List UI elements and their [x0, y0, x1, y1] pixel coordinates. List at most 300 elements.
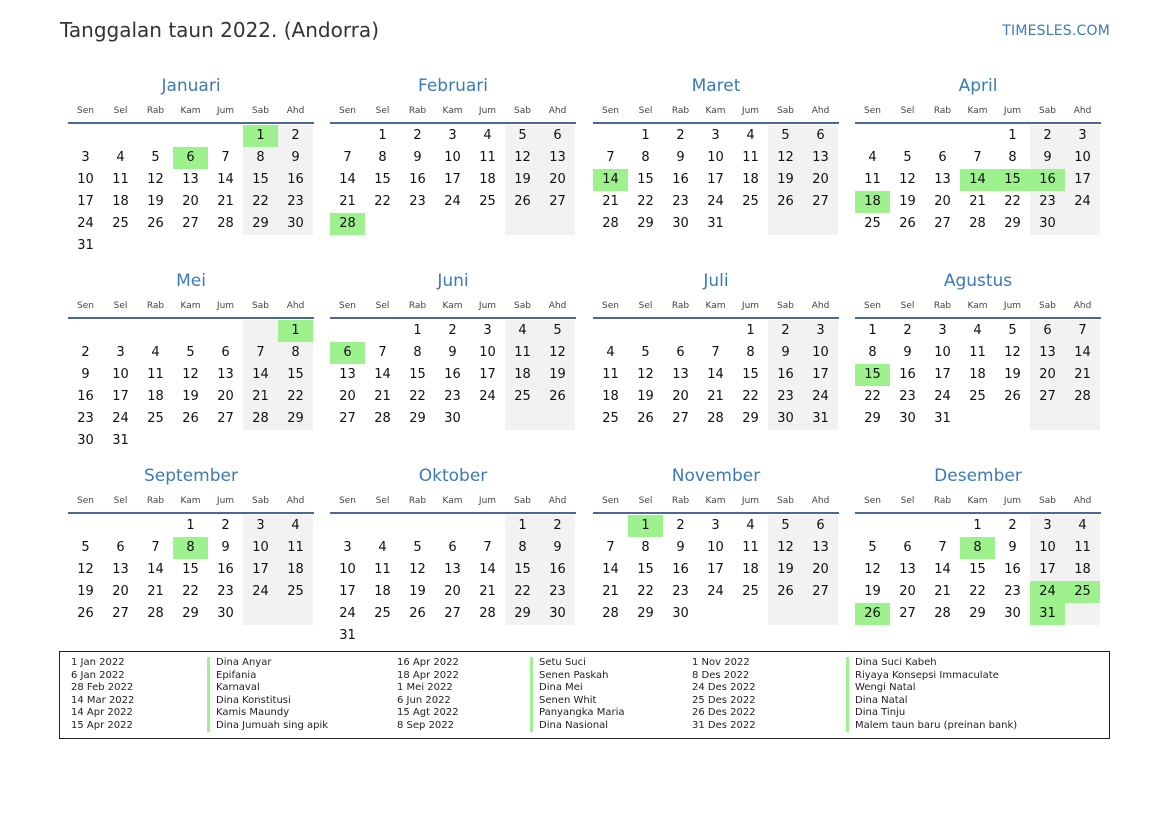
day-cell: 27: [217, 411, 234, 426]
day-cell: 22: [252, 194, 269, 209]
holiday-date: 28 Feb 2022: [71, 682, 134, 693]
day-cell: 22: [637, 194, 654, 209]
month-title: Oktober: [418, 466, 488, 486]
day-cell: 17: [252, 562, 269, 577]
day-cell: 31: [812, 411, 829, 426]
day-cell: 4: [973, 323, 982, 338]
day-cell: 3: [711, 128, 720, 143]
holiday-day: 26: [855, 603, 890, 625]
day-cell: 24: [444, 194, 461, 209]
day-cell: 25: [514, 389, 531, 404]
weekday-label: Kam: [442, 496, 463, 506]
day-cell: 17: [77, 194, 94, 209]
day-cell: 4: [518, 323, 527, 338]
day-cell: 5: [413, 540, 422, 555]
holiday-name: Senen Whit: [530, 695, 624, 708]
day-cell: 4: [1078, 518, 1087, 533]
day-cell: 30: [287, 216, 304, 231]
day-cell: 23: [1039, 194, 1056, 209]
day-cell: 18: [742, 562, 759, 577]
day-cell: 11: [969, 345, 986, 360]
weekday-label: Rab: [408, 106, 427, 116]
holiday-names-col-2: [530, 657, 624, 732]
day-cell: 5: [868, 540, 877, 555]
page-title: Tanggalan taun 2022. (Andorra): [60, 18, 379, 42]
day-cell: 24: [112, 411, 129, 426]
weekday-label: Sab: [252, 496, 269, 506]
day-cell: 12: [777, 540, 794, 555]
day-cell: 12: [777, 150, 794, 165]
month-title: Desember: [934, 466, 1022, 486]
day-cell: 25: [374, 606, 391, 621]
weekday-label: Ahd: [1073, 496, 1092, 506]
weekday-label: Sel: [638, 106, 653, 116]
day-cell: 30: [672, 606, 689, 621]
day-cell: 17: [479, 367, 496, 382]
day-cell: 26: [637, 411, 654, 426]
day-cell: 10: [339, 562, 356, 577]
day-cell: 15: [374, 172, 391, 187]
day-cell: 15: [514, 562, 531, 577]
day-cell: 9: [81, 367, 90, 382]
day-cell: 29: [1004, 216, 1021, 231]
day-cell: 17: [112, 389, 129, 404]
weekday-label: Jum: [741, 106, 760, 116]
day-cell: 9: [1043, 150, 1052, 165]
day-cell: 31: [707, 216, 724, 231]
day-cell: 8: [518, 540, 527, 555]
day-cell: 25: [742, 584, 759, 599]
weekday-label: Kam: [967, 106, 988, 116]
day-cell: 9: [448, 345, 457, 360]
day-cell: 13: [899, 562, 916, 577]
holiday-date: 1 Nov 2022: [692, 657, 750, 668]
day-cell: 9: [676, 540, 685, 555]
day-cell: 11: [742, 150, 759, 165]
weekday-label: Sel: [113, 301, 128, 311]
day-cell: 23: [77, 411, 94, 426]
weekday-label: Sab: [252, 106, 269, 116]
day-cell: 7: [938, 540, 947, 555]
day-cell: 30: [777, 411, 794, 426]
day-cell: 25: [479, 194, 496, 209]
day-cell: 30: [1004, 606, 1021, 621]
day-cell: 31: [339, 628, 356, 643]
day-cell: 29: [637, 216, 654, 231]
day-cell: 12: [899, 172, 916, 187]
day-cell: 3: [483, 323, 492, 338]
holiday-date: 15 Agt 2022: [397, 707, 459, 718]
day-cell: 20: [899, 584, 916, 599]
day-cell: 23: [1004, 584, 1021, 599]
day-cell: 10: [479, 345, 496, 360]
brand-link[interactable]: TIMESLES.COM: [1002, 23, 1110, 39]
day-cell: 24: [77, 216, 94, 231]
weekday-label: Ahd: [286, 496, 305, 506]
day-cell: 7: [378, 345, 387, 360]
day-cell: 4: [746, 128, 755, 143]
weekday-label: Ahd: [811, 496, 830, 506]
day-cell: 4: [483, 128, 492, 143]
day-cell: 11: [514, 345, 531, 360]
day-cell: 27: [934, 216, 951, 231]
day-cell: 7: [606, 150, 615, 165]
day-cell: 24: [934, 389, 951, 404]
day-cell: 9: [676, 150, 685, 165]
day-cell: 22: [182, 584, 199, 599]
month-januari: [68, 76, 314, 256]
day-cell: 23: [217, 584, 234, 599]
day-cell: 1: [378, 128, 387, 143]
day-cell: 11: [479, 150, 496, 165]
day-cell: 9: [221, 540, 230, 555]
day-cell: 4: [746, 518, 755, 533]
weekday-label: Kam: [705, 496, 726, 506]
day-cell: 29: [637, 606, 654, 621]
day-cell: 2: [1043, 128, 1052, 143]
weekday-label: Sab: [777, 106, 794, 116]
day-cell: 5: [518, 128, 527, 143]
holiday-names-col-3: [846, 657, 1017, 732]
day-cell: 6: [116, 540, 125, 555]
holiday-name: Setu Suci: [530, 657, 624, 670]
day-cell: 28: [1074, 389, 1091, 404]
holiday-name: Panyangka Maria: [530, 707, 624, 720]
weekday-label: Jum: [478, 106, 497, 116]
month-juli: [593, 271, 839, 451]
day-cell: 29: [409, 411, 426, 426]
day-cell: 25: [112, 216, 129, 231]
day-cell: 4: [868, 150, 877, 165]
day-cell: 22: [514, 584, 531, 599]
weekday-label: Kam: [180, 301, 201, 311]
day-cell: 3: [1078, 128, 1087, 143]
day-cell: 29: [742, 411, 759, 426]
day-cell: 22: [742, 389, 759, 404]
day-cell: 13: [217, 367, 234, 382]
holiday-name: Dina Tinju: [846, 707, 1017, 720]
day-cell: 17: [934, 367, 951, 382]
day-cell: 19: [637, 389, 654, 404]
day-cell: 21: [1074, 367, 1091, 382]
day-cell: 1: [641, 128, 650, 143]
day-cell: 30: [77, 433, 94, 448]
day-cell: 14: [479, 562, 496, 577]
month-mei: [68, 271, 314, 451]
day-cell: 26: [514, 194, 531, 209]
day-cell: 2: [81, 345, 90, 360]
day-cell: 12: [182, 367, 199, 382]
day-cell: 13: [812, 540, 829, 555]
day-cell: 14: [934, 562, 951, 577]
weekday-label: Rab: [933, 496, 952, 506]
day-cell: 3: [1043, 518, 1052, 533]
weekday-label: Sab: [252, 301, 269, 311]
weekday-label: Jum: [216, 106, 235, 116]
weekday-label: Sel: [113, 106, 128, 116]
day-cell: 2: [676, 128, 685, 143]
day-cell: 24: [707, 584, 724, 599]
day-cell: 20: [812, 562, 829, 577]
day-cell: 20: [182, 194, 199, 209]
day-cell: 15: [182, 562, 199, 577]
day-cell: 22: [969, 584, 986, 599]
day-cell: 19: [1004, 367, 1021, 382]
day-cell: 13: [672, 367, 689, 382]
holiday-date: 18 Apr 2022: [397, 669, 459, 681]
day-cell: 5: [781, 518, 790, 533]
weekday-label: Kam: [442, 106, 463, 116]
day-cell: 18: [602, 389, 619, 404]
day-cell: 11: [147, 367, 164, 382]
day-cell: 29: [182, 606, 199, 621]
month-rule: [68, 122, 314, 124]
month-title: Agustus: [943, 271, 1013, 291]
weekday-label: Sen: [339, 301, 356, 311]
day-cell: 23: [444, 389, 461, 404]
weekday-label: Kam: [180, 106, 201, 116]
day-cell: 27: [899, 606, 916, 621]
day-cell: 28: [934, 606, 951, 621]
weekday-label: Sab: [1039, 496, 1056, 506]
day-cell: 17: [1074, 172, 1091, 187]
day-cell: 16: [549, 562, 566, 577]
day-cell: 25: [602, 411, 619, 426]
holiday-date: 8 Sep 2022: [397, 719, 455, 731]
holiday-name: Kamis Maundy: [207, 707, 328, 720]
day-cell: 26: [1004, 389, 1021, 404]
day-cell: 21: [252, 389, 269, 404]
day-cell: 21: [602, 584, 619, 599]
day-cell: 20: [339, 389, 356, 404]
day-cell: 20: [549, 172, 566, 187]
day-cell: 5: [781, 128, 790, 143]
holiday-name: Karnaval: [207, 682, 328, 695]
month-rule: [68, 317, 314, 319]
day-cell: 21: [374, 389, 391, 404]
day-cell: 4: [378, 540, 387, 555]
day-cell: 7: [221, 150, 230, 165]
day-cell: 12: [864, 562, 881, 577]
day-cell: 22: [374, 194, 391, 209]
day-cell: 26: [182, 411, 199, 426]
day-cell: 3: [711, 518, 720, 533]
weekday-label: Kam: [442, 301, 463, 311]
month-rule: [330, 512, 576, 514]
holiday-day: 15: [855, 364, 890, 386]
day-cell: 15: [969, 562, 986, 577]
day-cell: 1: [973, 518, 982, 533]
day-cell: 18: [374, 584, 391, 599]
day-cell: 31: [77, 238, 94, 253]
month-rule: [330, 317, 576, 319]
day-cell: 8: [641, 150, 650, 165]
month-title: April: [958, 76, 998, 96]
day-cell: 21: [147, 584, 164, 599]
month-maret: [593, 76, 839, 256]
day-cell: 1: [868, 323, 877, 338]
day-cell: 16: [672, 172, 689, 187]
holiday-day: 18: [855, 191, 890, 213]
day-cell: 30: [672, 216, 689, 231]
holiday-day: 14: [593, 169, 628, 191]
holiday-date: 26 Des 2022: [692, 707, 756, 718]
weekday-label: Rab: [671, 496, 690, 506]
weekday-label: Ahd: [286, 106, 305, 116]
weekday-label: Jum: [1003, 496, 1022, 506]
day-cell: 18: [1074, 562, 1091, 577]
day-cell: 19: [777, 172, 794, 187]
day-cell: 5: [1008, 323, 1017, 338]
day-cell: 6: [903, 540, 912, 555]
day-cell: 19: [549, 367, 566, 382]
day-cell: 28: [374, 411, 391, 426]
day-cell: 28: [252, 411, 269, 426]
weekday-label: Kam: [967, 301, 988, 311]
holiday-day: 28: [330, 213, 365, 235]
day-cell: 18: [147, 389, 164, 404]
day-cell: 23: [672, 584, 689, 599]
day-cell: 8: [1008, 150, 1017, 165]
holiday-date: 1 Mei 2022: [397, 682, 453, 693]
day-cell: 31: [934, 411, 951, 426]
day-cell: 18: [742, 172, 759, 187]
weekday-label: Sel: [638, 496, 653, 506]
day-cell: 26: [549, 389, 566, 404]
day-cell: 21: [479, 584, 496, 599]
day-cell: 17: [707, 172, 724, 187]
month-title: November: [671, 466, 761, 486]
weekday-label: Rab: [671, 106, 690, 116]
day-cell: 19: [147, 194, 164, 209]
day-cell: 20: [112, 584, 129, 599]
day-cell: 16: [444, 367, 461, 382]
weekday-label: Sen: [602, 301, 619, 311]
month-desember: [855, 466, 1101, 646]
holiday-day: 15: [995, 169, 1030, 191]
day-cell: 14: [707, 367, 724, 382]
day-cell: 29: [514, 606, 531, 621]
weekday-label: Ahd: [548, 496, 567, 506]
holiday-date: 1 Jan 2022: [71, 657, 125, 668]
day-cell: 10: [707, 540, 724, 555]
day-cell: 13: [444, 562, 461, 577]
day-cell: 10: [77, 172, 94, 187]
weekday-label: Sel: [113, 496, 128, 506]
day-cell: 25: [147, 411, 164, 426]
holiday-name: Malem taun baru (preinan bank): [846, 720, 1017, 733]
weekday-label: Sen: [864, 301, 881, 311]
weekday-label: Sab: [514, 106, 531, 116]
day-cell: 5: [81, 540, 90, 555]
day-cell: 29: [252, 216, 269, 231]
weekday-label: Sen: [864, 106, 881, 116]
day-cell: 31: [112, 433, 129, 448]
day-cell: 10: [707, 150, 724, 165]
day-cell: 6: [676, 345, 685, 360]
day-cell: 17: [812, 367, 829, 382]
weekday-label: Sen: [602, 106, 619, 116]
day-cell: 7: [606, 540, 615, 555]
day-cell: 9: [781, 345, 790, 360]
holiday-day: 8: [173, 537, 208, 559]
day-cell: 25: [742, 194, 759, 209]
day-cell: 27: [182, 216, 199, 231]
day-cell: 28: [602, 606, 619, 621]
day-cell: 16: [217, 562, 234, 577]
day-cell: 15: [637, 172, 654, 187]
day-cell: 26: [147, 216, 164, 231]
holiday-name: Riyaya Konsepsi Immaculate: [846, 670, 1017, 683]
weekday-label: Rab: [146, 106, 165, 116]
day-cell: 29: [969, 606, 986, 621]
day-cell: 15: [252, 172, 269, 187]
day-cell: 17: [707, 562, 724, 577]
day-cell: 3: [343, 540, 352, 555]
day-cell: 27: [812, 584, 829, 599]
day-cell: 9: [903, 345, 912, 360]
day-cell: 18: [514, 367, 531, 382]
day-cell: 6: [816, 128, 825, 143]
day-cell: 25: [287, 584, 304, 599]
day-cell: 7: [151, 540, 160, 555]
day-cell: 16: [899, 367, 916, 382]
holiday-name: Dina Suci Kabeh: [846, 657, 1017, 670]
day-cell: 28: [969, 216, 986, 231]
day-cell: 19: [409, 584, 426, 599]
weekday-label: Sen: [77, 301, 94, 311]
day-cell: 9: [1008, 540, 1017, 555]
day-cell: 11: [864, 172, 881, 187]
day-cell: 5: [903, 150, 912, 165]
weekday-label: Jum: [478, 301, 497, 311]
day-cell: 23: [899, 389, 916, 404]
day-cell: 26: [409, 606, 426, 621]
month-title: Juli: [703, 271, 729, 291]
day-cell: 13: [112, 562, 129, 577]
holiday-name: Dina Natal: [846, 695, 1017, 708]
day-cell: 20: [934, 194, 951, 209]
day-cell: 28: [602, 216, 619, 231]
day-cell: 24: [339, 606, 356, 621]
day-cell: 27: [112, 606, 129, 621]
month-rule: [68, 512, 314, 514]
holiday-date: 6 Jan 2022: [71, 669, 125, 681]
day-cell: 1: [413, 323, 422, 338]
day-cell: 2: [676, 518, 685, 533]
day-cell: 15: [742, 367, 759, 382]
day-cell: 19: [777, 562, 794, 577]
day-cell: 10: [252, 540, 269, 555]
day-cell: 12: [147, 172, 164, 187]
weekday-label: Ahd: [548, 301, 567, 311]
day-cell: 12: [637, 367, 654, 382]
weekday-label: Sen: [864, 496, 881, 506]
day-cell: 13: [182, 172, 199, 187]
day-cell: 6: [938, 150, 947, 165]
day-cell: 11: [602, 367, 619, 382]
day-cell: 18: [969, 367, 986, 382]
day-cell: 7: [1078, 323, 1087, 338]
day-cell: 15: [409, 367, 426, 382]
day-cell: 24: [707, 194, 724, 209]
day-cell: 23: [777, 389, 794, 404]
day-cell: 27: [812, 194, 829, 209]
day-cell: 12: [1004, 345, 1021, 360]
day-cell: 7: [711, 345, 720, 360]
day-cell: 4: [291, 518, 300, 533]
holiday-name: Epifania: [207, 670, 328, 683]
